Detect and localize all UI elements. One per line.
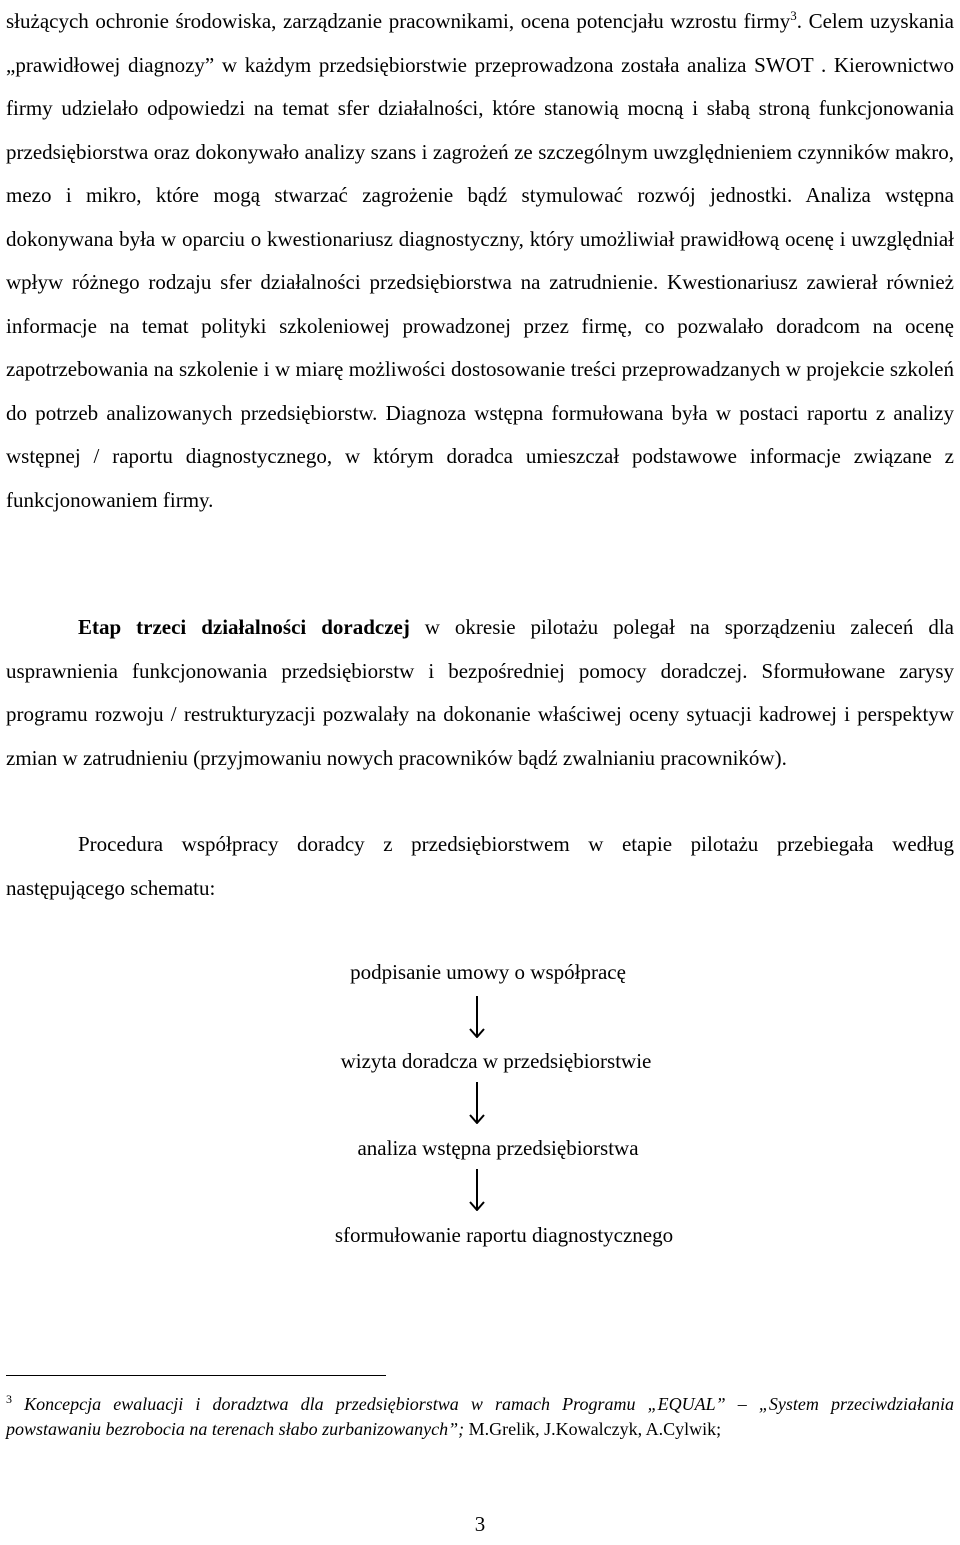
document-page	[6, 0, 954, 1545]
footnote-citation-title: Koncepcja ewaluacji i doradztwa dla przedsiębiorstwa w ramach Programu „EQUAL” – „System przeciwdziałania powstawaniu bezrobocia na terenach słabo zurbanizowanych”;	[6, 1394, 954, 1439]
footnote-reference[interactable]: 3	[790, 8, 797, 23]
flow-step-4: sformułowanie raportu diagnostycznego	[334, 1223, 674, 1247]
page-number: 3	[474, 1512, 486, 1536]
flow-step-2: wizyta doradcza w przedsiębiorstwie	[340, 1049, 652, 1073]
paragraph-swot-analysis	[6, 0, 954, 522]
footnote	[6, 1392, 954, 1442]
paragraph-text: w okresie pilotażu polegał na sporządzeniu zaleceń dla usprawnienia funkcjonowania przedsiębiorstw i bezpośredniej pomocy doradczej. Sformułowane zarysy programu rozwoju / restrukturyzacji pozwalały na dokonanie właściwej oceny sytuacji kadrowej i perspektyw zmian w zatrudnieniu (przyjmowaniu nowych pracowników bądź zwalnianiu pracowników).	[6, 615, 954, 770]
footnote-divider	[6, 1375, 386, 1376]
footnote-number: 3	[6, 1392, 12, 1406]
arrow-down-icon	[469, 996, 485, 1038]
flow-step-3: analiza wstępna przedsiębiorstwa	[357, 1136, 639, 1160]
paragraph-procedure: Procedura współpracy doradcy z przedsiębiorstwem w etapie pilotażu przebiegała według następującego schematu:	[6, 832, 954, 900]
paragraph-stage-three	[6, 606, 954, 780]
arrow-down-icon	[469, 1169, 485, 1211]
footnote-authors: M.Grelik, J.Kowalczyk, A.Cylwik;	[464, 1419, 722, 1439]
flow-step-1: podpisanie umowy o współpracę	[350, 960, 626, 984]
paragraph-text: służących ochronie środowiska, zarządzanie pracownikami, ocena potencjału wzrostu firmy	[6, 9, 791, 33]
bold-heading-text: Etap trzeci działalności doradczej	[78, 615, 410, 639]
paragraph-text: . Celem uzyskania „prawidłowej diagnozy” w każdym przedsiębiorstwie przeprowadzona została analiza SWOT . Kierownictwo firmy udzielało odpowiedzi na temat sfer działalności, które stanowią mocną i słabą stroną funkcjonowania przedsiębiorstwa oraz dokonywało analizy szans i zagrożeń ze szczególnym uwzględnieniem czynników makro, mezo i mikro, które mogą stwarzać zagrożenie bądź stymulować rozwój jednostki. Analiza wstępna dokonywana była w oparciu o kwestionariusz diagnostyczny, który umożliwiał prawidłową ocenę i uwzględniał wpływ różnego rodzaju sfer działalności przedsiębiorstwa na zatrudnienie. Kwestionariusz zawierał również informacje na temat polityki szkoleniowej prowadzonej przez firmę, co pozwalało doradcom na ocenę zapotrzebowania na szkolenie i w miarę możliwości dostosowanie treści przeprowadzanych w projekcie szkoleń do potrzeb analizowanych przedsiębiorstw. Diagnoza wstępna formułowana była w postaci raportu z analizy wstępnej / raportu diagnostycznego, w którym doradca umieszczał podstawowe informacje związane z funkcjonowaniem firmy.	[6, 9, 954, 512]
arrow-down-icon	[469, 1082, 485, 1124]
